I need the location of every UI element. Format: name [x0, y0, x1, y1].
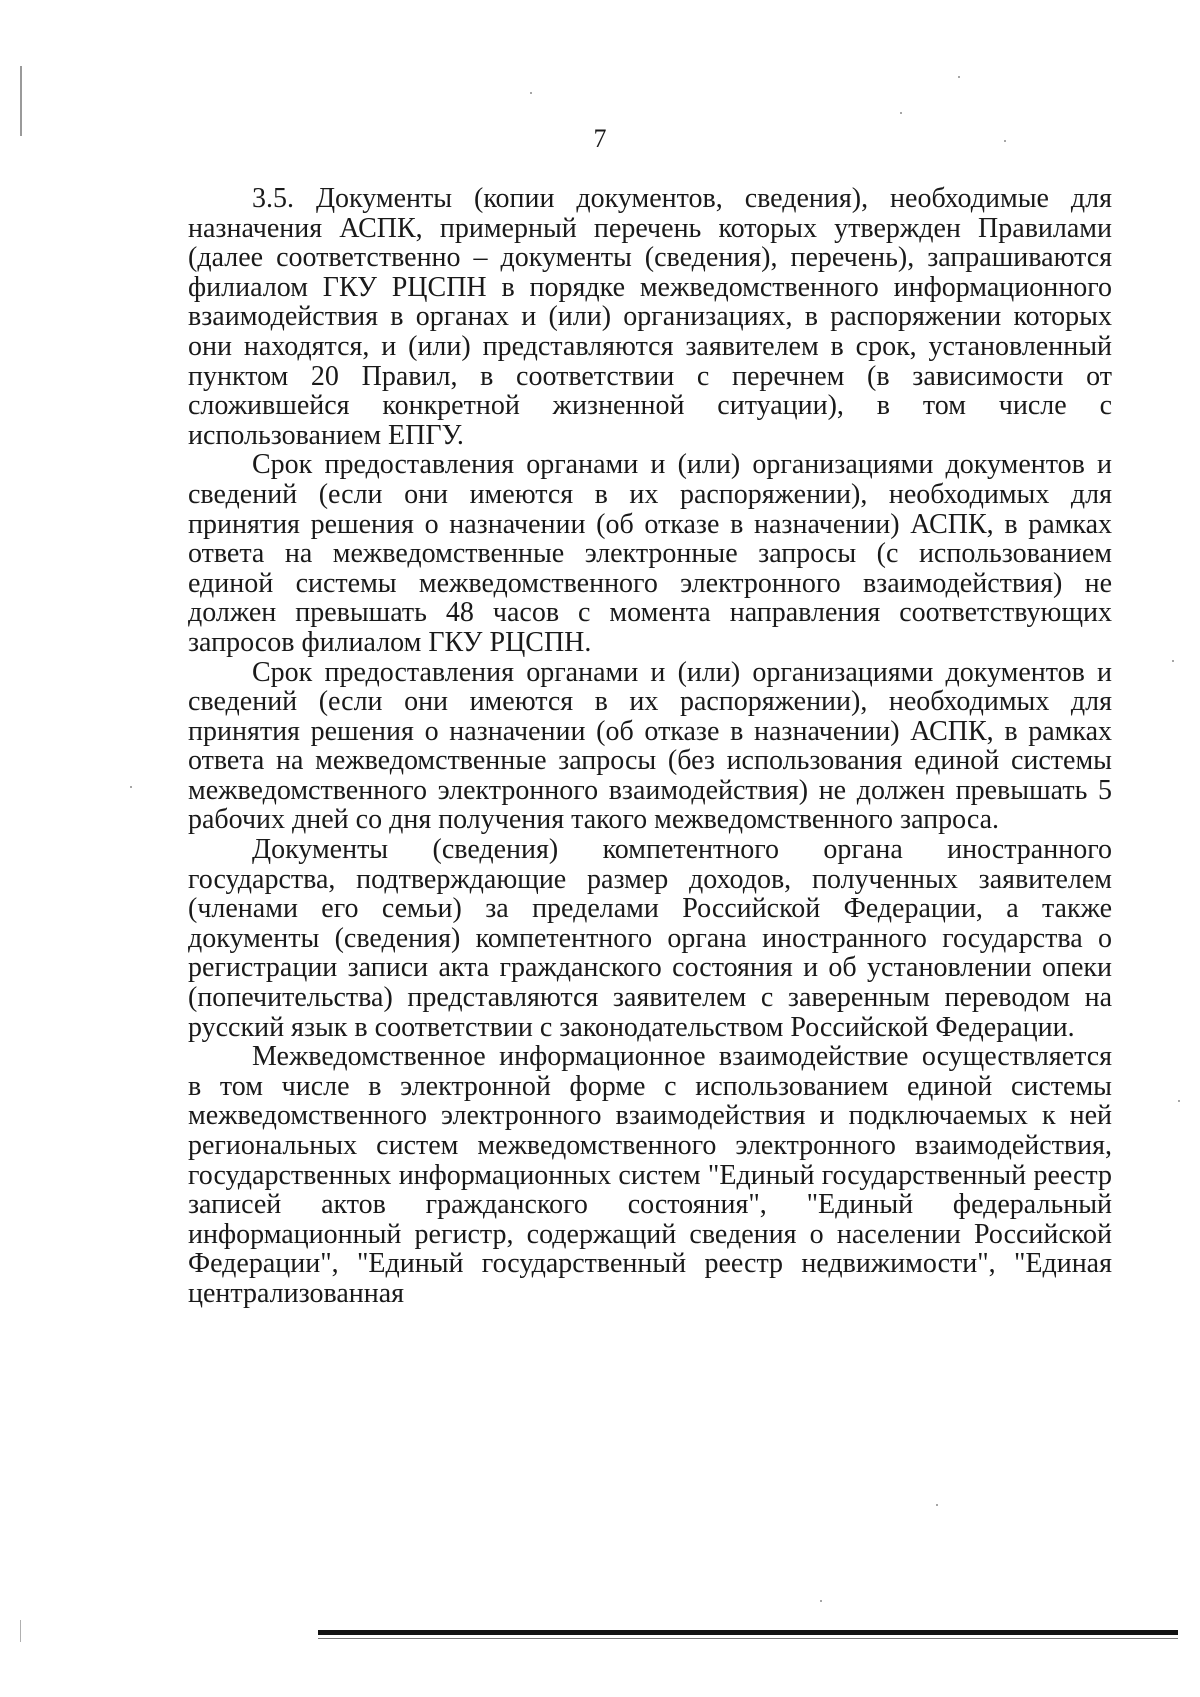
scan-speck: [130, 786, 132, 788]
paragraph: Срок предоставления органами и (или) организациями документов и сведений (если они имеются в их распоряжении), необходимых для принятия решения о назначении (об отказе в назначении) АСПК, в рамках ответа на межведомственные электронные запросы (с использованием единой системы межведомственного электронного взаимодействия) не должен превышать 48 часов с момента направления соответствующих запросов филиалом ГКУ РЦСПН.: [188, 449, 1112, 658]
scan-speck: [1004, 140, 1006, 142]
scan-margin-mark: [20, 1620, 21, 1642]
scan-speck: [820, 1600, 822, 1602]
scan-speck: [936, 1504, 938, 1506]
paragraph: 3.5. Документы (копии документов, сведения), необходимые для назначения АСПК, примерный перечень которых утвержден Правилами (далее соответственно – документы (сведения), перечень), запрашиваются филиалом ГКУ РЦСПН в порядке межведомственного информационного взаимодействия в органах и (или) организациях, в распоряжении которых они находятся, и (или) представляются заявителем в срок, установленный пунктом 20 Правил, в соответствии с перечнем (в зависимости от сложившейся конкретной жизненной ситуации), в том числе с использованием ЕПГУ.: [188, 183, 1112, 451]
scan-speck: [900, 112, 902, 114]
scan-speck: [958, 76, 960, 78]
scan-speck: [1172, 660, 1174, 662]
scan-bottom-edge: [318, 1638, 1178, 1639]
paragraph: Срок предоставления органами и (или) организациями документов и сведений (если они имеются в их распоряжении), необходимых для принятия решения о назначении (об отказе в назначении) АСПК, в рамках ответа на межведомственные запросы (без использования единой системы межведомственного электронного взаимодействия) не должен превышать 5 рабочих дней со дня получения такого межведомственного запроса.: [188, 656, 1112, 836]
page-number: 7: [593, 124, 607, 153]
scan-speck: [530, 92, 532, 94]
scan-bottom-edge: [318, 1630, 1178, 1635]
paragraph: Межведомственное информационное взаимодействие осуществляется в том числе в электронной форме с использованием единой системы межведомственного электронного взаимодействия и подключаемых к ней региональных систем межведомственного электронного взаимодействия, государственных информационных систем "Единый государственный реестр записей актов гражданского состояния", "Единый федеральный информационный регистр, содержащий сведения о населении Российской Федерации", "Единый государственный реестр недвижимости", "Единая централизованная: [188, 1041, 1112, 1309]
paragraph: Документы (сведения) компетентного органа иностранного государства, подтверждающие размер доходов, полученных заявителем (членами его семьи) за пределами Российской Федерации, а также документы (сведения) компетентного органа иностранного государства о регистрации записи акта гражданского состояния и об установлении опеки (попечительства) представляются заявителем с заверенным переводом на русский язык в соответствии с законодательством Российской Федерации.: [188, 834, 1112, 1043]
document-body: [188, 184, 1112, 1309]
scan-speck: [1178, 1100, 1180, 1102]
